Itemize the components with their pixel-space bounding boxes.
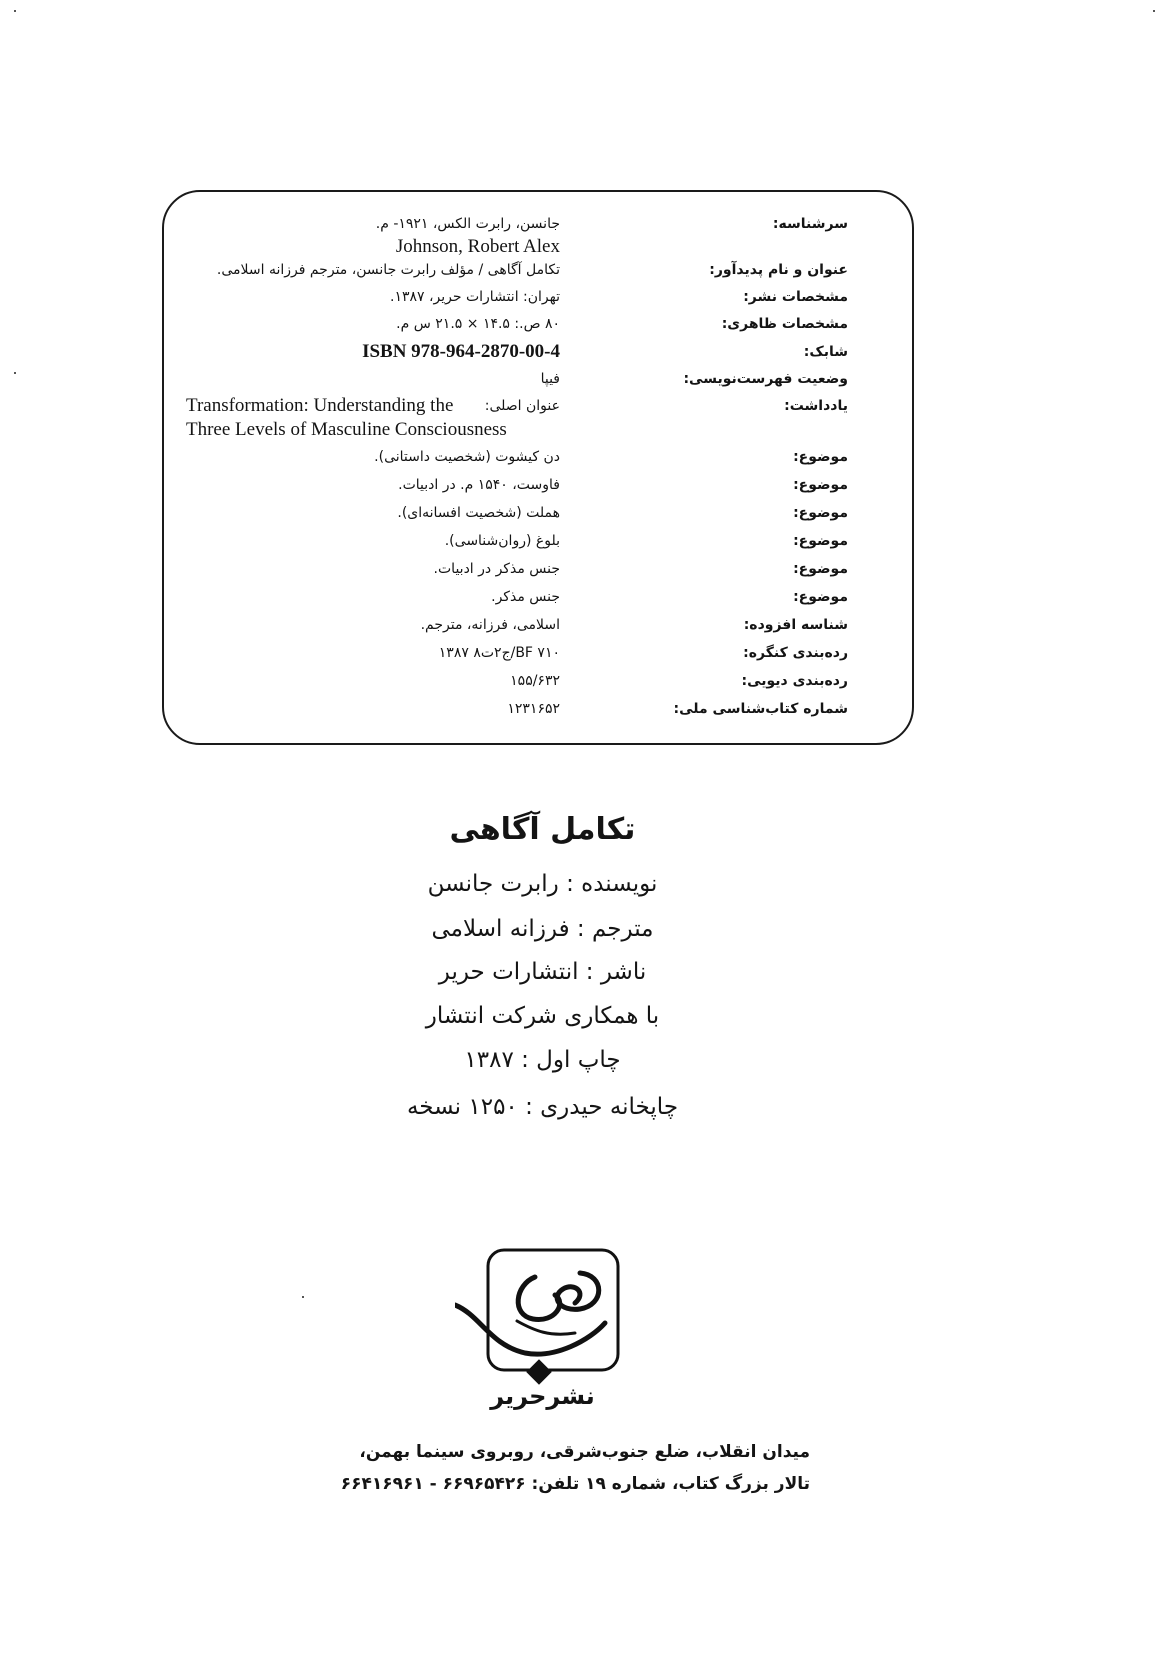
cip-label: رده‌بندی دیویی: [741,673,848,689]
cip-value: ۱۲۳۱۶۵۲ [507,701,560,717]
cip-label: موضوع: [793,449,848,465]
address-line-2: تالار بزرگ کتاب، شماره ۱۹ تلفن: ۶۶۹۶۵۴۲۶ - ۶۶۴۱۶۹۶۱ [340,1474,810,1494]
cip-row-isbn [164,338,912,366]
cip-label: موضوع: [793,561,848,577]
cip-row-title [164,256,912,284]
cip-row-added-entry [164,611,912,639]
author-line: نویسنده : رابرت جانسن [427,871,658,897]
cip-value: تکامل آگاهی / مؤلف رابرت جانسن، مترجم فرزانه اسلامی. [216,262,560,278]
cip-value: فیپا [540,371,560,387]
original-title-line-2: Three Levels of Masculine Consciousness [186,419,507,440]
original-title-line-1: Transformation: Understanding the [186,395,454,416]
cip-row-dewey [164,667,912,695]
print-run-line: چاپخانه حیدری : ۱۲۵۰ نسخه [406,1094,679,1120]
cip-label: موضوع: [793,477,848,493]
cip-row-note-continued [164,416,912,444]
cip-row-subject [164,527,912,555]
cip-label: موضوع: [793,505,848,521]
cip-value: جنس مذکر. [491,589,560,605]
cip-value: جنس مذکر در ادبیات. [433,561,560,577]
cip-label: مشخصات ظاهری: [721,316,848,332]
cip-row-subject [164,471,912,499]
publisher-logo-name: نشرحریر [490,1382,595,1410]
cip-value: تهران: انتشارات حریر، ۱۳۸۷. [390,289,560,305]
edition-line: چاپ اول : ۱۳۸۷ [464,1047,621,1073]
cip-row-physical [164,310,912,338]
publisher-line: ناشر : انتشارات حریر [438,959,647,985]
cip-label: شناسه افزوده: [743,617,848,633]
cip-label: شابک: [803,344,848,360]
cip-value: بلوغ (روان‌شناسی). [444,533,560,549]
cip-row-status [164,365,912,393]
cip-value-latin: Johnson, Robert Alex [395,236,560,257]
address-line-1: میدان انقلاب، ضلع جنوب‌شرقی، روبروی سینما بهمن، [359,1442,810,1462]
cip-row-subject [164,443,912,471]
cip-label: سرشناسه: [772,216,848,232]
isbn-value: ISBN 978-964-2870-00-4 [362,341,560,362]
cip-row-lc-class [164,639,912,667]
scan-speck [14,10,16,12]
cip-row-national-bibliography [164,695,912,723]
scan-speck [302,1296,304,1298]
cooperation-line: با همکاری شرکت انتشار [425,1003,660,1029]
cip-value: هملت (شخصیت افسانه‌ای). [397,505,560,521]
cip-label: موضوع: [793,589,848,605]
cip-label: وضعیت فهرست‌نویسی: [683,371,848,387]
translator-line: مترجم : فرزانه اسلامی [431,916,654,942]
cip-row-subject [164,499,912,527]
cip-value: ۱۵۵/۶۳۲ [510,673,560,689]
cip-label: موضوع: [793,533,848,549]
cip-value: عنوان اصلی: [484,398,560,414]
cip-value: ۸۰ ص.: ۱۴.۵ × ۲۱.۵ س م. [396,316,560,332]
scan-speck [1153,10,1155,12]
cip-value: فاوست، ۱۵۴۰ م. در ادبیات. [398,477,560,493]
cip-row-publication [164,283,912,311]
harir-publisher-logo-icon [455,1245,625,1395]
cip-label: عنوان و نام پدیدآور: [709,262,848,278]
cip-label: شماره کتاب‌شناسی ملی: [673,701,848,717]
book-title: تکامل آگاهی [449,812,636,847]
cataloging-box [162,190,914,745]
cip-row-subject [164,583,912,611]
scan-speck [14,372,16,374]
cip-label: مشخصات نشر: [743,289,848,305]
cip-label: رده‌بندی کنگره: [743,645,848,661]
cip-value: دن کیشوت (شخصیت داستانی). [374,449,560,465]
cip-row-subject [164,555,912,583]
cip-label: یادداشت: [784,398,848,414]
cip-value: جانسن، رابرت الکس، ۱۹۲۱- م. [375,216,560,232]
cip-value: اسلامی، فرزانه، مترجم. [420,617,560,633]
cip-value: BF ۷۱۰/ج۲ت۸ ۱۳۸۷ [438,645,560,661]
